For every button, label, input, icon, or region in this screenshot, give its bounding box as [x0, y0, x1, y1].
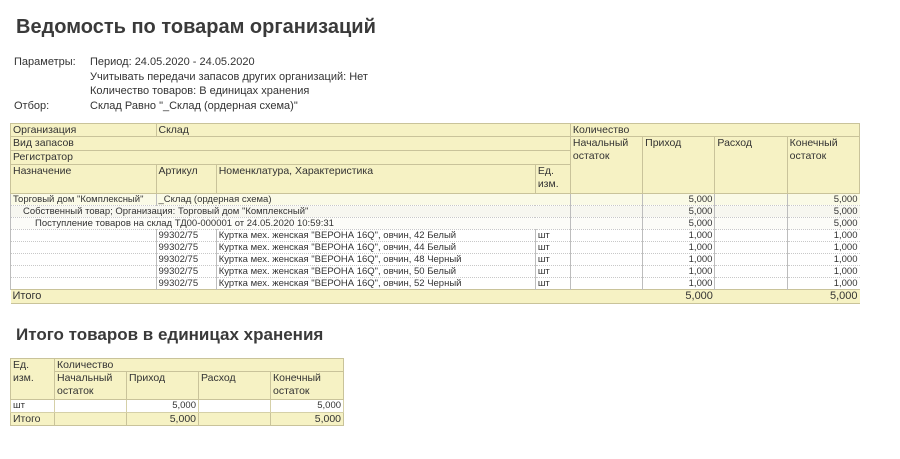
row-income: 1,000 [643, 254, 715, 266]
summary-total-closing: 5,000 [271, 413, 344, 426]
row-income: 1,000 [643, 266, 715, 278]
param-transfers: Учитывать передачи запасов других организаций: Нет [90, 70, 368, 83]
row-income: 1,000 [643, 230, 715, 242]
summary-col-unit: Ед. изм. [11, 359, 55, 400]
table-row[interactable] [11, 254, 860, 266]
col-purpose: Назначение [11, 165, 157, 194]
summary-row-income: 5,000 [127, 400, 199, 413]
row-closing: 1,000 [787, 266, 859, 278]
summary-total-label: Итого [11, 413, 55, 426]
row-article: 99302/75 [156, 230, 216, 242]
total-row [11, 290, 860, 304]
row-unit: шт [535, 254, 570, 266]
summary-col-income: Приход [127, 372, 199, 400]
row-closing: 1,000 [787, 230, 859, 242]
summary-row-closing: 5,000 [271, 400, 344, 413]
summary-title: Итого товаров в единицах хранения [16, 325, 324, 344]
col-article: Артикул [156, 165, 216, 194]
row-name: Куртка мех. женская "ВЕРОНА 16Q", овчин, 50 Белый [216, 266, 535, 278]
group-row-stock-type[interactable] [11, 206, 860, 218]
group-row-registrar[interactable] [11, 218, 860, 230]
group1-income: 5,000 [643, 194, 715, 206]
row-article: 99302/75 [156, 278, 216, 290]
row-income: 1,000 [643, 278, 715, 290]
row-income: 1,000 [643, 242, 715, 254]
row-closing: 1,000 [787, 242, 859, 254]
col-expense: Расход [715, 137, 787, 194]
row-closing: 1,000 [787, 254, 859, 266]
total-income: 5,000 [643, 290, 715, 304]
group3-label: Поступление товаров на склад ТД00-000001 от 24.05.2020 10:59:31 [11, 218, 571, 230]
summary-total-income: 5,000 [127, 413, 199, 426]
row-unit: шт [535, 242, 570, 254]
row-unit: шт [535, 266, 570, 278]
row-name: Куртка мех. женская "ВЕРОНА 16Q", овчин, 44 Белый [216, 242, 535, 254]
group1-org: Торговый дом "Комплексный" [11, 194, 157, 206]
param-period: Период: 24.05.2020 - 24.05.2020 [90, 56, 255, 68]
summary-row-unit: шт [11, 400, 55, 413]
row-article: 99302/75 [156, 254, 216, 266]
row-unit: шт [535, 230, 570, 242]
group1-warehouse: _Склад (ордерная схема) [156, 194, 570, 206]
filter-value: Склад Равно "_Склад (ордерная схема)" [90, 99, 298, 112]
col-quantity: Количество [570, 124, 859, 137]
summary-col-quantity: Количество [55, 359, 344, 372]
summary-col-opening: Начальный остаток [55, 372, 127, 400]
params-label: Параметры: [14, 56, 76, 68]
group2-label: Собственный товар; Организация: Торговый дом "Комплексный" [11, 206, 571, 218]
filter-label: Отбор: [14, 99, 50, 112]
col-registrar: Регистратор [11, 151, 571, 165]
row-unit: шт [535, 278, 570, 290]
col-opening: Начальный остаток [570, 137, 642, 194]
summary-col-expense: Расход [199, 372, 271, 400]
group3-closing: 5,000 [787, 218, 859, 230]
col-nomenclature: Номенклатура, Характеристика [216, 165, 535, 194]
row-article: 99302/75 [156, 266, 216, 278]
table-row[interactable] [11, 242, 860, 254]
table-row[interactable] [11, 278, 860, 290]
row-name: Куртка мех. женская "ВЕРОНА 16Q", овчин, 42 Белый [216, 230, 535, 242]
report-title: Ведомость по товарам организаций [16, 16, 376, 38]
row-closing: 1,000 [787, 278, 859, 290]
row-name: Куртка мех. женская "ВЕРОНА 16Q", овчин, 52 Черный [216, 278, 535, 290]
col-warehouse: Склад [156, 124, 570, 137]
col-stock-type: Вид запасов [11, 137, 571, 151]
summary-row[interactable] [11, 400, 344, 413]
table-row[interactable] [11, 230, 860, 242]
group3-income: 5,000 [643, 218, 715, 230]
summary-table [10, 358, 344, 426]
col-income: Приход [643, 137, 715, 194]
group2-income: 5,000 [643, 206, 715, 218]
row-name: Куртка мех. женская "ВЕРОНА 16Q", овчин, 48 Черный [216, 254, 535, 266]
total-closing: 5,000 [787, 290, 859, 304]
group1-closing: 5,000 [787, 194, 859, 206]
group-row-organization[interactable] [11, 194, 860, 206]
group2-closing: 5,000 [787, 206, 859, 218]
row-article: 99302/75 [156, 242, 216, 254]
main-report-table [10, 123, 860, 304]
report-parameters [14, 55, 368, 113]
total-label: Итого [11, 290, 571, 304]
col-unit: Ед. изм. [535, 165, 570, 194]
summary-total-row [11, 413, 344, 426]
col-organization: Организация [11, 124, 157, 137]
param-quantity: Количество товаров: В единицах хранения [90, 85, 310, 97]
table-row[interactable] [11, 266, 860, 278]
col-closing: Конечный остаток [787, 137, 859, 194]
summary-col-closing: Конечный остаток [271, 372, 344, 400]
